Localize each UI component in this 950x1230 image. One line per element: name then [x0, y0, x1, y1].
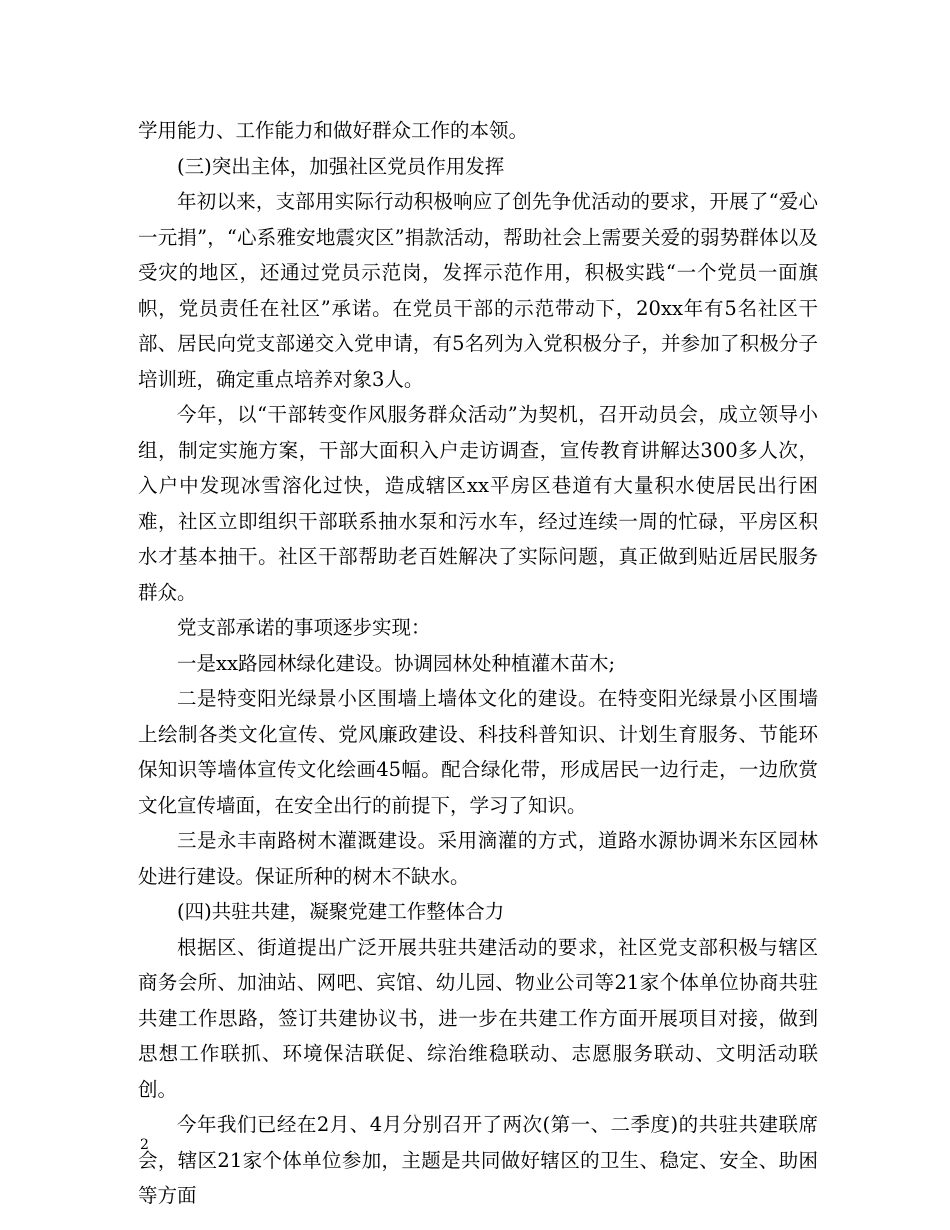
section-heading-3: (三)突出主体，加强社区党员作用发挥 — [177, 154, 505, 178]
paragraph-4: 今年，以“干部转变作风服务群众活动”为契机，召开动员会，成立领导小组，制定实施方案，干部大面积入户走访调查，宣传教育讲解达300多人次，入户中发现冰雪溶化过快，造成辖区xx平房区巷道有大量积水使居民出行困难，社区立即组织干部联系抽水泵和污水车，经过连续一周的忙碌，平房区积水才基本抽干。社区干部帮助老百姓解决了实际问题，真正做到贴近居民服务群众。 — [138, 403, 818, 604]
paragraph-11: 今年我们已经在2月、4月分别召开了两次(第一、二季度)的共驻共建联席会，辖区21家个体单位参加，主题是共同做好辖区的卫生、稳定、安全、助困等方面 — [138, 1113, 818, 1207]
paragraph-5: 党支部承诺的事项逐步实现： — [177, 616, 431, 639]
paragraph-10: 根据区、街道提出广泛开展共驻共建活动的要求，社区党支部积极与辖区商务会所、加油站、网吧、宾馆、幼儿园、物业公司等21家个体单位协商共驻共建工作思路，签订共建协议书，进一步在共建工作方面开展项目对接，做到思想工作联抓、环境保洁联促、综治维稳联动、志愿服务联动、文明活动联创。 — [138, 935, 818, 1101]
paragraph-3: 年初以来，支部用实际行动积极响应了创先争优活动的要求，开展了“爱心一元捐”，“心系雅安地震灾区”捐款活动，帮助社会上需要关爱的弱势群体以及受灾的地区，还通过党员示范岗，发挥示范作用，积极实践“一个党员一面旗帜，党员责任在社区”承诺。在党员干部的示范带动下，20xx年有5名社区干部、居民向党支部递交入党申请，有5名列为入党积极分子，并参加了积极分子培训班，确定重点培养对象3人。 — [138, 190, 818, 391]
paragraph-1: 学用能力、工作能力和做好群众工作的本领。 — [138, 119, 529, 142]
body-text — [138, 113, 818, 1214]
section-heading-4: (四)共驻共建，凝聚党建工作整体合力 — [177, 900, 505, 923]
page-number: 2 — [140, 1137, 149, 1153]
list-item-1: 一是xx路园林绿化建设。协调园林处种植灌木苗木; — [177, 651, 616, 675]
list-item-2: 二是特变阳光绿景小区围墙上墙体文化的建设。在特变阳光绿景小区围墙上绘制各类文化宣传、党风廉政建设、科技科普知识、计划生育服务、节能环保知识等墙体宣传文化绘画45幅。配合绿化带，形成居民一边行走，一边欣赏文化宣传墙面，在安全出行的前提下，学习了知识。 — [138, 687, 818, 817]
list-item-3: 三是永丰南路树木灌溉建设。采用滴灌的方式，道路水源协调米东区园林处进行建设。保证所种的树木不缺水。 — [138, 829, 818, 888]
